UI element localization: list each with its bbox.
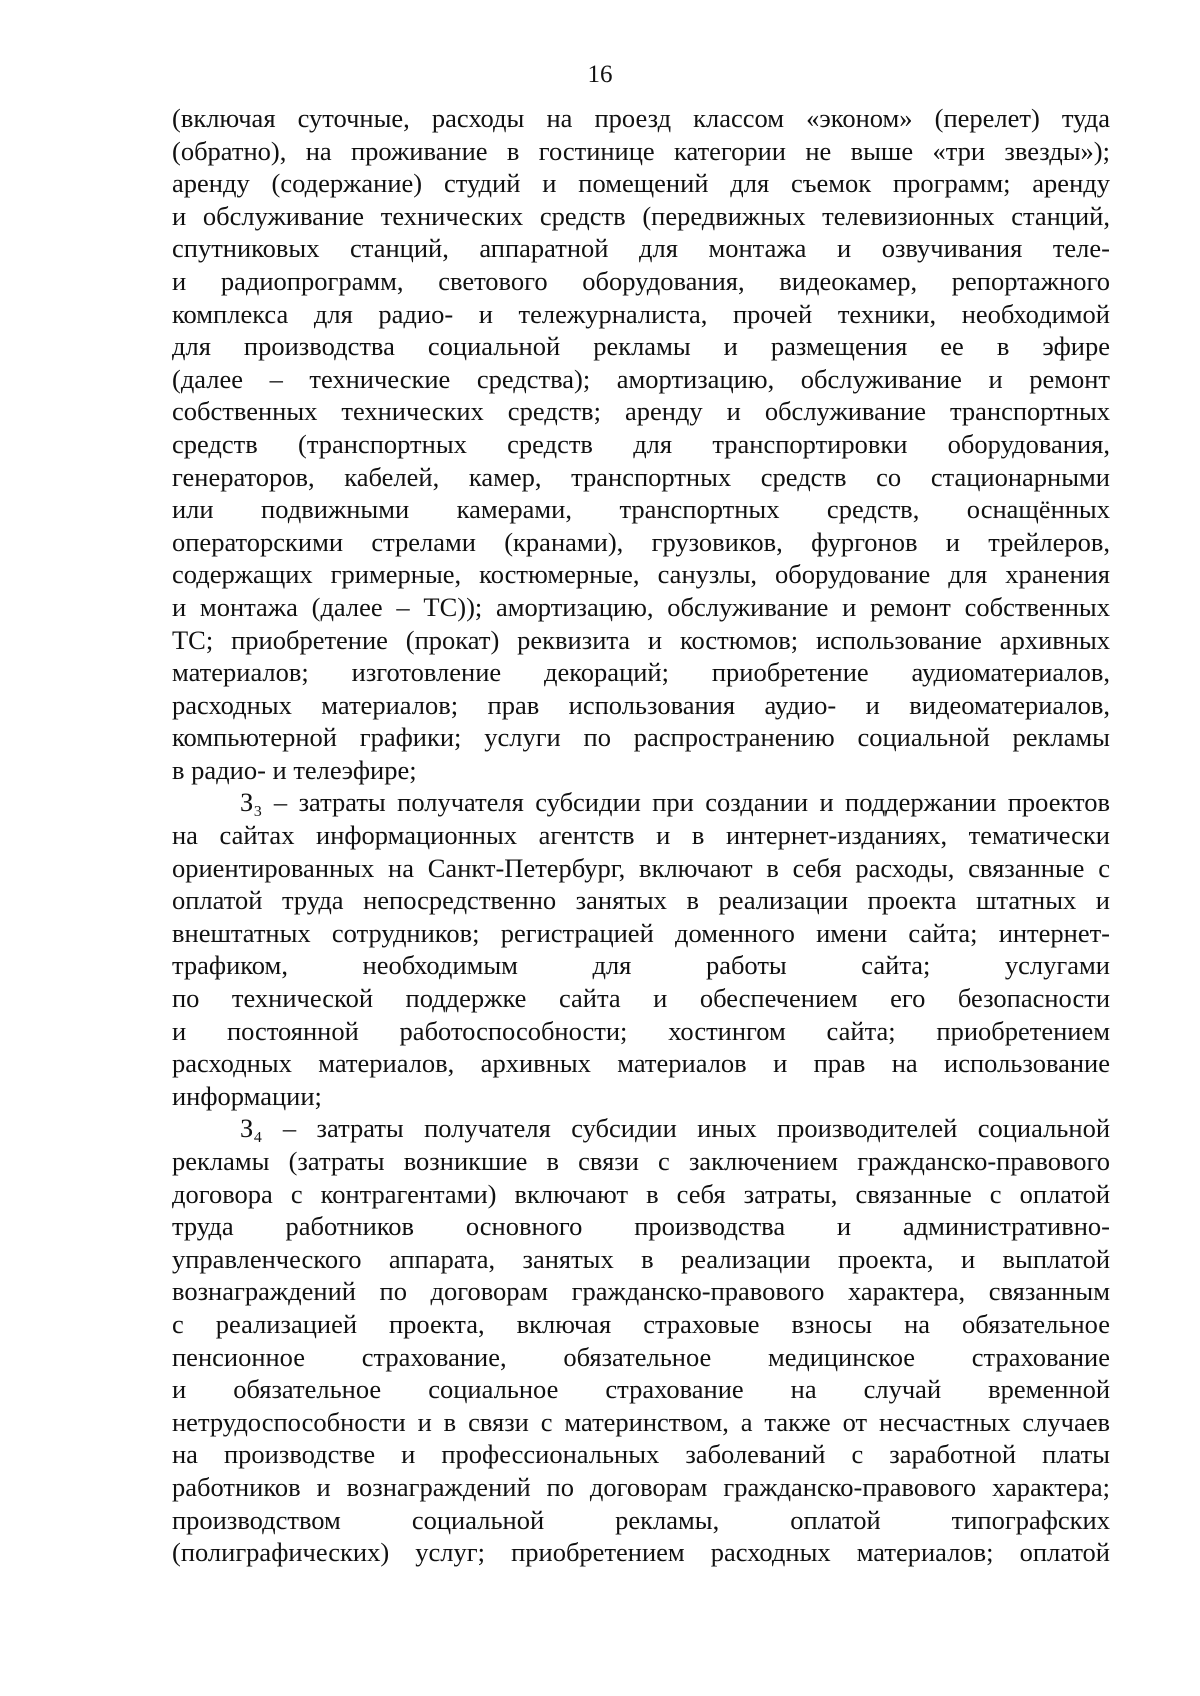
text-line: ТС; приобретение (прокат) реквизита и костюмов; использование архивных bbox=[172, 624, 1110, 655]
text-line: (включая суточные, расходы на проезд классом «эконом» (перелет) туда bbox=[172, 103, 1110, 133]
text-line: в радио- и телеэфире; bbox=[172, 754, 417, 785]
text-line: собственных технических средств; аренду и обслуживание транспортных bbox=[172, 396, 1110, 427]
text-line: нетрудоспособности и в связи с материнством, а также от несчастных случаев bbox=[172, 1406, 1110, 1437]
page-number: 16 bbox=[587, 61, 613, 88]
text-line: аренду (содержание) студий и помещений для съемок программ; аренду bbox=[172, 168, 1110, 199]
text-line: вознаграждений по договорам гражданско-правового характера, связанным bbox=[172, 1276, 1110, 1307]
text-line: пенсионное страхование, обязательное медицинское страхование bbox=[172, 1341, 1110, 1372]
text-line: З₄ – затраты получателя субсидии иных производителей социальной bbox=[240, 1113, 1110, 1144]
text-line: внештатных сотрудников; регистрацией доменного имени сайта; интернет- bbox=[172, 917, 1110, 948]
text-line: на сайтах информационных агентств и в интернет-изданиях, тематически bbox=[172, 820, 1110, 851]
text-line: на производстве и профессиональных заболеваний с заработной платы bbox=[172, 1439, 1110, 1470]
text-line: с реализацией проекта, включая страховые взносы на обязательное bbox=[172, 1308, 1110, 1339]
text-line: расходных материалов, архивных материалов и прав на использование bbox=[172, 1048, 1110, 1079]
text-line: операторскими стрелами (кранами), грузовиков, фургонов и трейлеров, bbox=[172, 526, 1110, 557]
text-line: (полиграфических) услуг; приобретением расходных материалов; оплатой bbox=[172, 1537, 1110, 1568]
text-line: материалов; изготовление декораций; приобретение аудиоматериалов, bbox=[172, 657, 1110, 688]
text-line: информации; bbox=[172, 1080, 322, 1111]
text-line: управленческого аппарата, занятых в реализации проекта, и выплатой bbox=[172, 1243, 1110, 1274]
text-line: труда работников основного производства и административно- bbox=[172, 1211, 1110, 1242]
text-line: и обслуживание технических средств (передвижных телевизионных станций, bbox=[172, 200, 1110, 231]
text-line: трафиком, необходимым для работы сайта; услугами bbox=[172, 950, 1110, 981]
text-line: и радиопрограмм, светового оборудования, видеокамер, репортажного bbox=[172, 265, 1110, 296]
text-line: для производства социальной рекламы и размещения ее в эфире bbox=[172, 331, 1110, 362]
body-text bbox=[172, 102, 1110, 1569]
text-line: З₃ – затраты получателя субсидии при создании и поддержании проектов bbox=[240, 787, 1110, 818]
text-line: и монтажа (далее – ТС)); амортизацию, обслуживание и ремонт собственных bbox=[172, 591, 1110, 622]
text-line: комплекса для радио- и тележурналиста, прочей техники, необходимой bbox=[172, 298, 1110, 329]
text-line: производством социальной рекламы, оплатой типографских bbox=[172, 1504, 1110, 1535]
text-line: или подвижными камерами, транспортных средств, оснащённых bbox=[172, 494, 1110, 525]
text-line: содержащих гримерные, костюмерные, санузлы, оборудование для хранения bbox=[172, 559, 1110, 590]
text-line: спутниковых станций, аппаратной для монтажа и озвучивания теле- bbox=[172, 233, 1110, 264]
text-line: рекламы (затраты возникшие в связи с заключением гражданско-правового bbox=[172, 1146, 1110, 1176]
text-line: генераторов, кабелей, камер, транспортных средств со стационарными bbox=[172, 461, 1110, 492]
text-line: оплатой труда непосредственно занятых в реализации проекта штатных и bbox=[172, 885, 1110, 916]
text-line: договора с контрагентами) включают в себя затраты, связанные с оплатой bbox=[172, 1178, 1110, 1209]
text-line: расходных материалов; прав использования аудио- и видеоматериалов, bbox=[172, 689, 1110, 720]
text-line: ориентированных на Санкт-Петербург, включают в себя расходы, связанные с bbox=[172, 852, 1110, 883]
text-line: средств (транспортных средств для транспортировки оборудования, bbox=[172, 428, 1110, 459]
text-line: компьютерной графики; услуги по распространению социальной рекламы bbox=[172, 722, 1110, 753]
text-line: (обратно), на проживание в гостинице категории не выше «три звезды»); bbox=[172, 135, 1110, 166]
text-line: и постоянной работоспособности; хостингом сайта; приобретением bbox=[172, 1015, 1110, 1046]
text-line: по технической поддержке сайта и обеспечением его безопасности bbox=[172, 983, 1110, 1014]
text-line: (далее – технические средства); амортизацию, обслуживание и ремонт bbox=[172, 363, 1110, 394]
text-line: и обязательное социальное страхование на случай временной bbox=[172, 1374, 1110, 1405]
text-line: работников и вознаграждений по договорам гражданско-правового характера; bbox=[172, 1471, 1110, 1502]
